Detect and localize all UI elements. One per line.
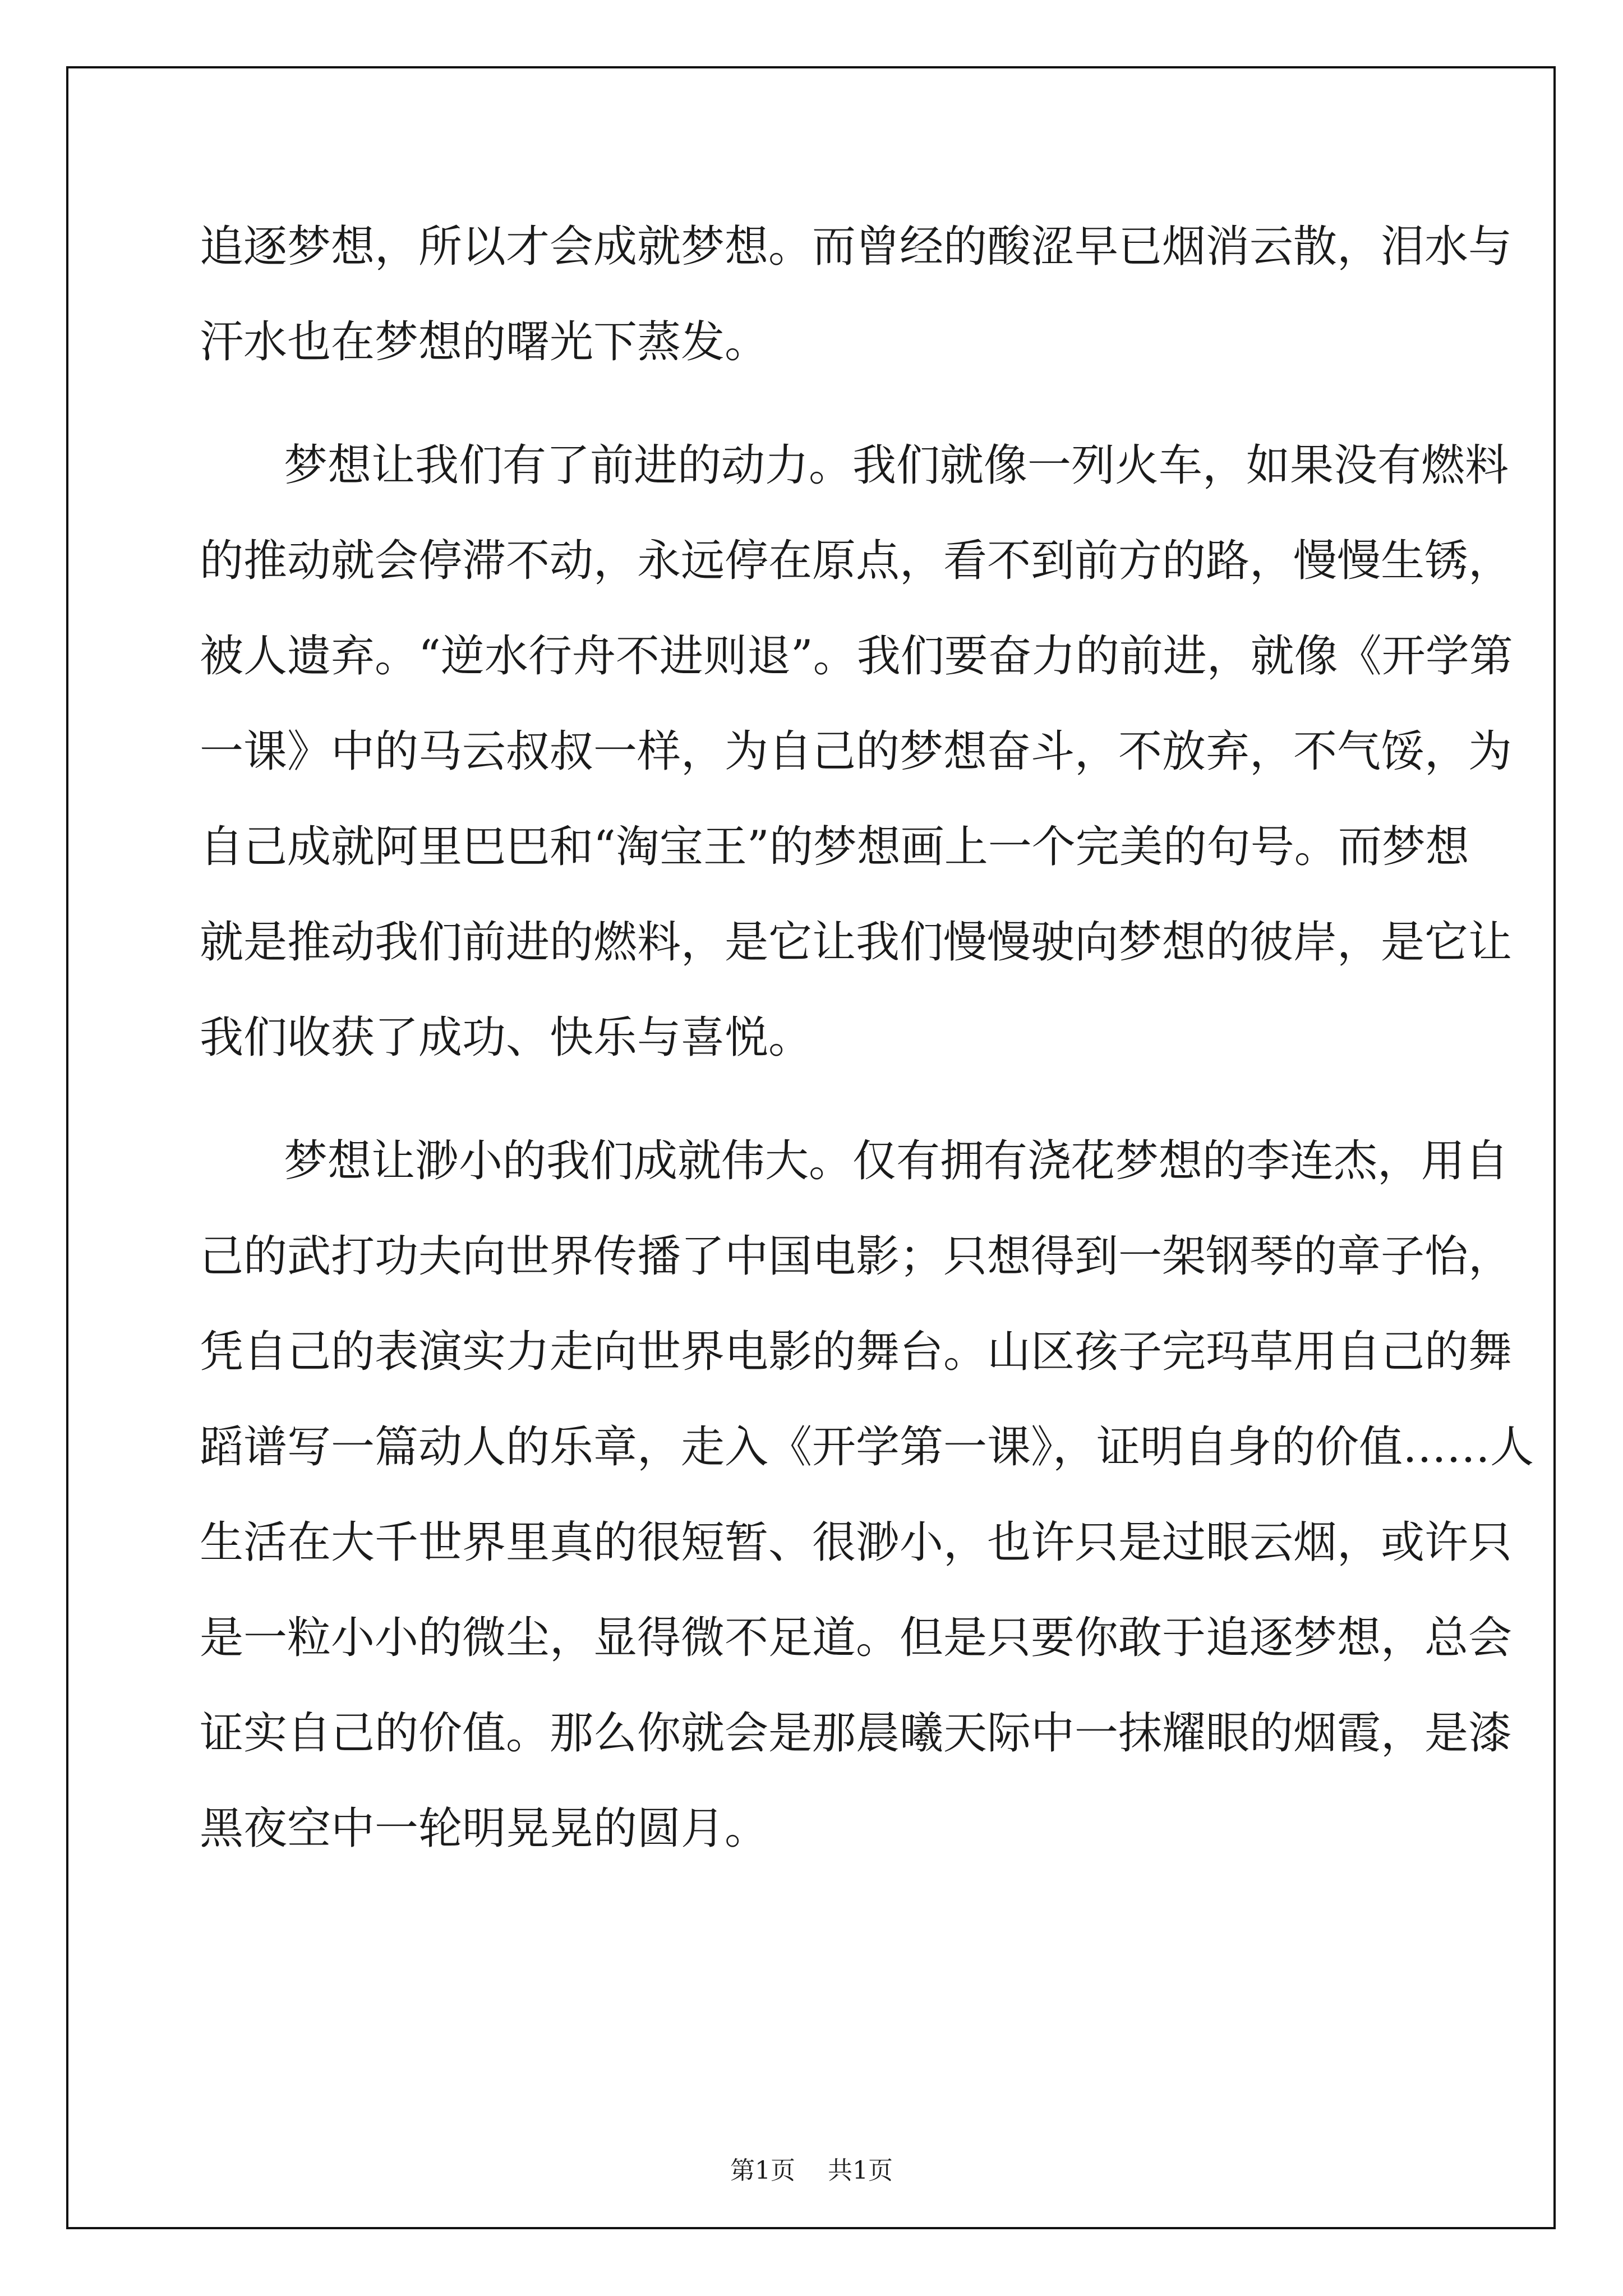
text-line: 一课》中的马云叔叔一样，为自己的梦想奋斗，不放弃，不气馁，为: [200, 726, 1513, 777]
paragraph-start-line: 梦想让我们有了前进的动力。我们就像一列火车，如果没有燃料: [284, 440, 1509, 491]
page-total: 共1页: [828, 2156, 893, 2185]
text-line: 追逐梦想，所以才会成就梦想。而曾经的酸涩早已烟消云散，泪水与: [200, 222, 1513, 272]
text-line: 是一粒小小的微尘，显得微不足道。但是只要你敢于追逐梦想，总会: [200, 1613, 1513, 1663]
text-line: 黑夜空中一轮明晃晃的圆月。: [200, 1803, 769, 1854]
page-number: 第1页: [730, 2156, 795, 2185]
text-line: 自己成就阿里巴巴和“淘宝王”的梦想画上一个完美的句号。而梦想: [200, 822, 1469, 872]
text-line: 凭自己的表演实力走向世界电影的舞台。山区孩子完玛草用自己的舞: [200, 1327, 1513, 1377]
text-line: 被人遗弃。“逆水行舟不进则退”。我们要奋力的前进，就像《开学第: [200, 631, 1513, 682]
page-footer: [0, 2154, 1623, 2188]
text-line: 生活在大千世界里真的很短暂、很渺小，也许只是过眼云烟，或许只: [200, 1517, 1513, 1568]
text-line: 就是推动我们前进的燃料，是它让我们慢慢驶向梦想的彼岸，是它让: [200, 917, 1513, 968]
text-line: 汗水也在梦想的曙光下蒸发。: [200, 317, 769, 367]
text-line: 己的武打功夫向世界传播了中国电影；只想得到一架钢琴的章子怡，: [200, 1231, 1513, 1282]
text-line: 证实自己的价值。那么你就会是那晨曦天际中一抹耀眼的烟霞，是漆: [200, 1708, 1513, 1759]
paragraph-start-line: 梦想让渺小的我们成就伟大。仅有拥有浇花梦想的李连杰，用自: [284, 1136, 1509, 1186]
text-line: 的推动就会停滞不动，永远停在原点，看不到前方的路，慢慢生锈，: [200, 536, 1513, 586]
text-line: 我们收获了成功、快乐与喜悦。: [200, 1013, 813, 1063]
text-line: 蹈谱写一篇动人的乐章，走入《开学第一课》，证明自身的价值……人: [200, 1422, 1534, 1473]
